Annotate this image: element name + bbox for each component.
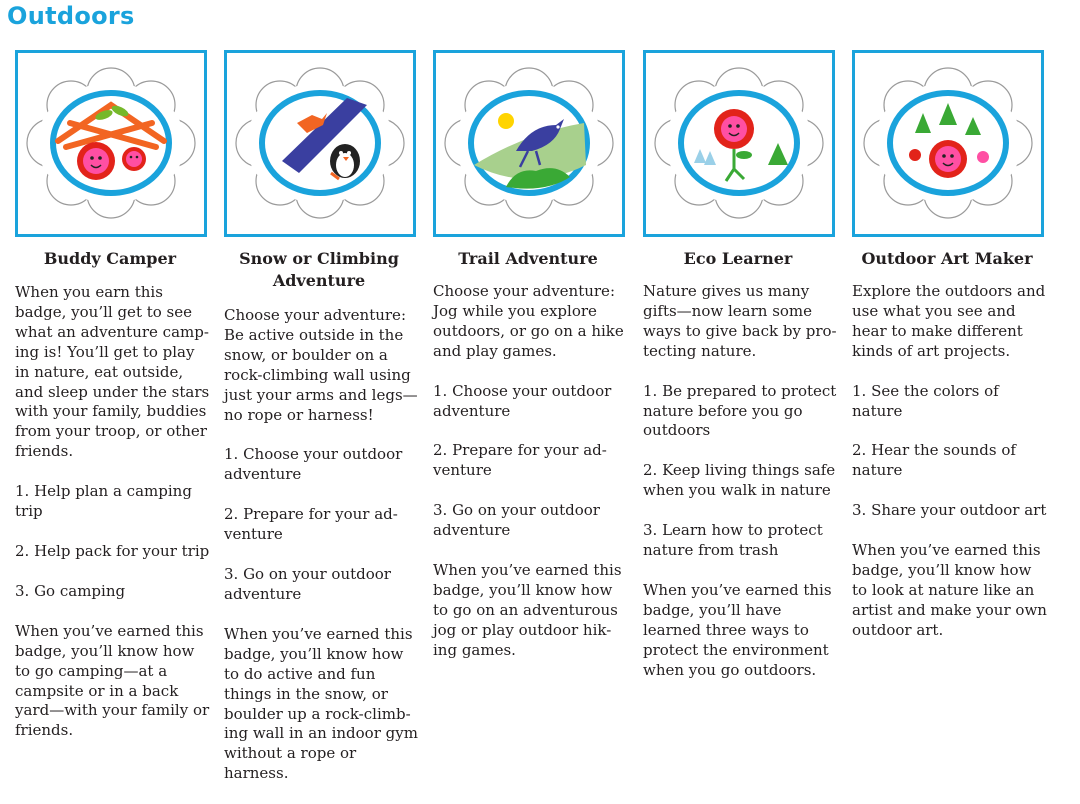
badge-description <box>433 282 629 661</box>
badge-outcome: When you’ve earned this badge, you’ll know how to go camping—at a campsite or in a back yard—with your family or friends. <box>15 621 210 740</box>
badge-image-frame <box>433 50 625 237</box>
badge-card-eco-learner <box>643 50 839 701</box>
badge-paragraph: When you earn this badge, you’ll get to see what an adventure camp-ing is! You’ll get to play in nature, eat outside, and sleep under the stars with your family, buddies from your troop, or other friends. <box>15 283 210 461</box>
requirement-step: 2. Hear the sounds of nature <box>852 441 1016 480</box>
requirement-step: 3. Share your outdoor art <box>852 501 1047 520</box>
requirement-step: 2. Prepare for your ad-venture <box>433 441 607 480</box>
requirement-step: 1. Help plan a camping trip <box>15 482 192 521</box>
badge-card-snow-climbing-adventure <box>224 50 420 804</box>
badge-description <box>643 282 839 681</box>
requirement-step: 3. Go on your outdoor adventure <box>224 565 391 603</box>
badge-description <box>224 306 420 784</box>
requirement-step: 3. Learn how to protect nature from trash <box>643 521 823 560</box>
badge-card-buddy-camper <box>15 50 211 761</box>
badge-outcome: When you’ve earned this badge, you’ll have learned three ways to protect the environment when you go outdoors. <box>643 580 832 679</box>
flower-hiker-trees-icon <box>646 53 832 234</box>
badge-title: Outdoor Art Maker <box>861 249 1033 268</box>
page-title: Outdoors <box>7 2 135 30</box>
badge-title: Buddy Camper <box>43 249 177 268</box>
requirement-step: 1. See the colors of nature <box>852 381 999 420</box>
badge-image-frame <box>224 50 416 237</box>
badge-paragraph: Nature gives us many gifts—now learn some ways to give back by pro-tecting nature. <box>643 282 837 360</box>
trees-flowers-art-icon <box>855 53 1041 234</box>
requirement-step: 3. Go camping <box>15 581 126 600</box>
badge-title: Snow or Climbing Adventure <box>239 249 399 290</box>
badge-paragraph: Choose your adventure: Be active outside in the snow, or boulder on a rock-climbing wall using just your arms and legs—no rope or harness! <box>224 306 418 424</box>
badge-description <box>15 283 211 741</box>
badge-outcome: When you’ve earned this badge, you’ll know how to go on an adventurous jog or play outdoor hik-ing games. <box>433 561 622 659</box>
running-bird-hills-icon <box>436 53 622 234</box>
badge-image-frame <box>852 50 1044 237</box>
badge-title: Trail Adventure <box>458 249 598 268</box>
badge-description <box>852 282 1048 641</box>
requirement-step: 1. Choose your outdoor adventure <box>433 381 612 420</box>
camping-sun-flowers-icon <box>18 53 204 234</box>
badge-card-outdoor-art-maker <box>852 50 1048 661</box>
deer-penguin-mountain-icon <box>227 53 413 234</box>
badge-card-trail-adventure <box>433 50 629 681</box>
badge-paragraph: Explore the outdoors and use what you see and hear to make different kinds of art projects. <box>852 282 1046 360</box>
badge-outcome: When you’ve earned this badge, you’ll know how to do active and fun things in the snow, or boulder up a rock-climb-ing wall in an indoor gym without a rope or harness. <box>224 624 418 783</box>
badge-paragraph: Choose your adventure: Jog while you explore outdoors, or go on a hike and play games. <box>433 282 624 360</box>
requirement-step: 1. Be prepared to protect nature before you go outdoors <box>643 381 837 440</box>
requirement-step: 3. Go on your outdoor adventure <box>433 501 600 540</box>
requirement-step: 1. Choose your outdoor adventure <box>224 445 403 484</box>
badge-outcome: When you’ve earned this badge, you’ll know how to look at nature like an artist and make your own outdoor art. <box>852 541 1047 639</box>
requirement-step: 2. Keep living things safe when you walk in nature <box>643 461 836 500</box>
requirement-step: 2. Help pack for your trip <box>15 541 210 560</box>
badge-image-frame <box>643 50 835 237</box>
requirement-step: 2. Prepare for your ad-venture <box>224 505 398 544</box>
badge-title: Eco Learner <box>683 249 793 268</box>
badge-image-frame <box>15 50 207 237</box>
